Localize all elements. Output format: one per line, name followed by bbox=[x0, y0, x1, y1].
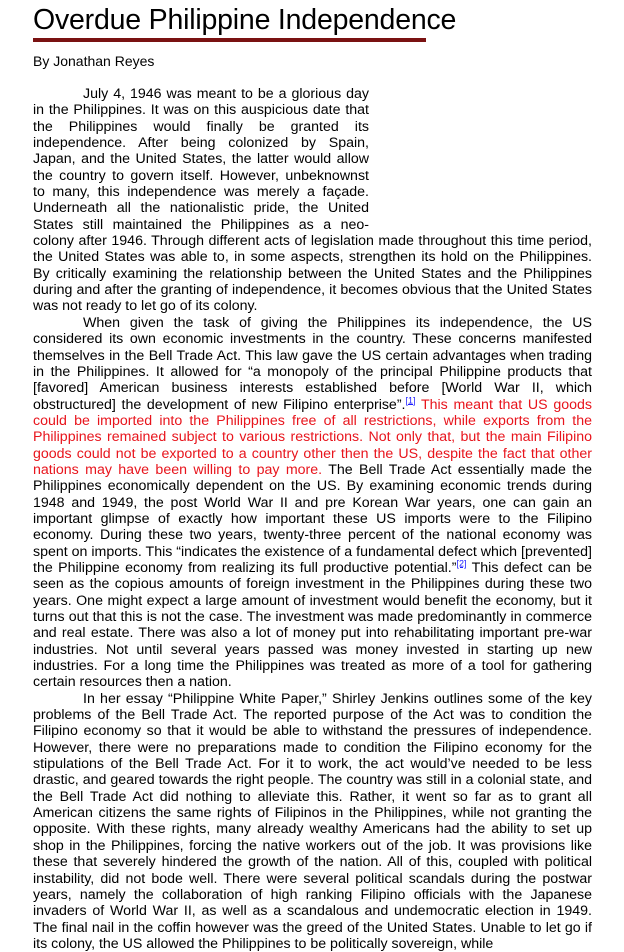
paragraph-1 bbox=[33, 86, 592, 315]
paragraph-2 bbox=[33, 315, 592, 691]
paragraph-2-text-a: When given the task of giving the Philippines its independence, the US considered its own economic investments in the country. These concerns manifested themselves in the Bell Trade Act. This law gave the US certain advantages when trading in the Philippines. It allowed for “a monopoly of the principal Philippine products that [favored] American business interests established before [World War II, which obstructured] the development of new Filipino enterprise”. bbox=[33, 314, 592, 413]
paragraph-2-text-b: The Bell Trade Act essentially made the Philippines economically dependent on the US. By examining economic trends during 1948 and 1949, the post World War II and pre Korean War years, one can gain an important glimpse of exactly how important these US imports were to the Filipino economy. During these two years, twenty-three percent of the national economy was spent on imports. This “indicates the existence of a fundamental defect which [prevented] the Philippine economy from realizing its full productive potential.” bbox=[33, 461, 592, 576]
title-divider bbox=[33, 38, 426, 42]
article-title: Overdue Philippine Independence bbox=[33, 4, 457, 36]
paragraph-3 bbox=[33, 691, 592, 952]
footnote-ref-1 bbox=[406, 395, 416, 405]
paragraph-2-text-c: This defect can be seen as the copious amounts of foreign investment in the Philippines during these two years. One might expect a large amount of investment would benefit the economy, but it turns out that this is not the case. The investment was made predominantly in commerce and real estate. There was also a lot of money put into rehabilitating important pre-war industries. Not until several years passed was money invested in starting up new industries. For a long time the Philippines was treated as more of a tool for gathering certain resources then a nation. bbox=[33, 559, 592, 691]
author-byline: By Jonathan Reyes bbox=[33, 53, 155, 69]
paragraph-3-text: In her essay “Philippine White Paper,” Shirley Jenkins outlines some of the key problems of the Bell Trade Act. The reported purpose of the Act was to condition the Filipino economy so that it would be able to withstand the pressures of independence. However, there were no preparations made to condition the Filipino economy for the stipulations of the Bell Trade Act. For it to work, the act would’ve needed to be less drastic, and geared towards the right people. The country was still in a colonial state, and the Bell Trade Act did nothing to alleviate this. Rather, it went so far as to grant all American citizens the same rights of Filipinos in the Philippines, while not granting the opposite. With these rights, many already wealthy Americans had the ability to set up shop in the Philippines, forcing the native workers out of the job. It was provisions like these that severely hindered the growth of the nation. All of this, coupled with political instability, did not bode well. There were several political scandals during the postwar years, namely the collaboration of high ranking Filipino officials with the Japanese invaders of World War II, as well as a scandalous and undemocratic election in 1949. The final nail in the coffin however was the greed of the United States. Unable to let go if its colony, the US allowed the Philippines to be politically sovereign, while bbox=[33, 690, 592, 952]
figure-placeholder bbox=[377, 120, 592, 228]
highlighted-passage: This meant that US goods could be imported into the Philippines free of all restrictions, while exports from the Philippines remained subject to various restrictions. Not only that, but the main Filipino goods could not be exported to a country other then the US, despite the fact that other nations may have been willing to pay more. bbox=[33, 396, 592, 478]
footnote-link-1[interactable]: [1] bbox=[405, 394, 416, 405]
footnote-ref-2 bbox=[456, 558, 466, 568]
footnote-link-2[interactable]: [2] bbox=[456, 558, 467, 569]
paragraph-1-text: July 4, 1946 was meant to be a glorious day in the Philippines. It was on this auspicious date that the Philippines would finally be granted its independence. After being colonized by Spain, Japan, and the United States, the latter would allow the country to govern itself. However, unbeknownst to many, this independence was merely a façade. Underneath all the nationalistic pride, the United States still maintained the Philippines as a neo-colony after 1946. Through different acts of legislation made throughout this time period, the United States was able to, in some aspects, strengthen its hold on the Philippines. By critically examining the relationship between the United States and the Philippines during and after the granting of independence, it becomes obvious that the United States was not ready to let go of its colony. bbox=[33, 86, 592, 315]
article-body bbox=[33, 86, 592, 952]
